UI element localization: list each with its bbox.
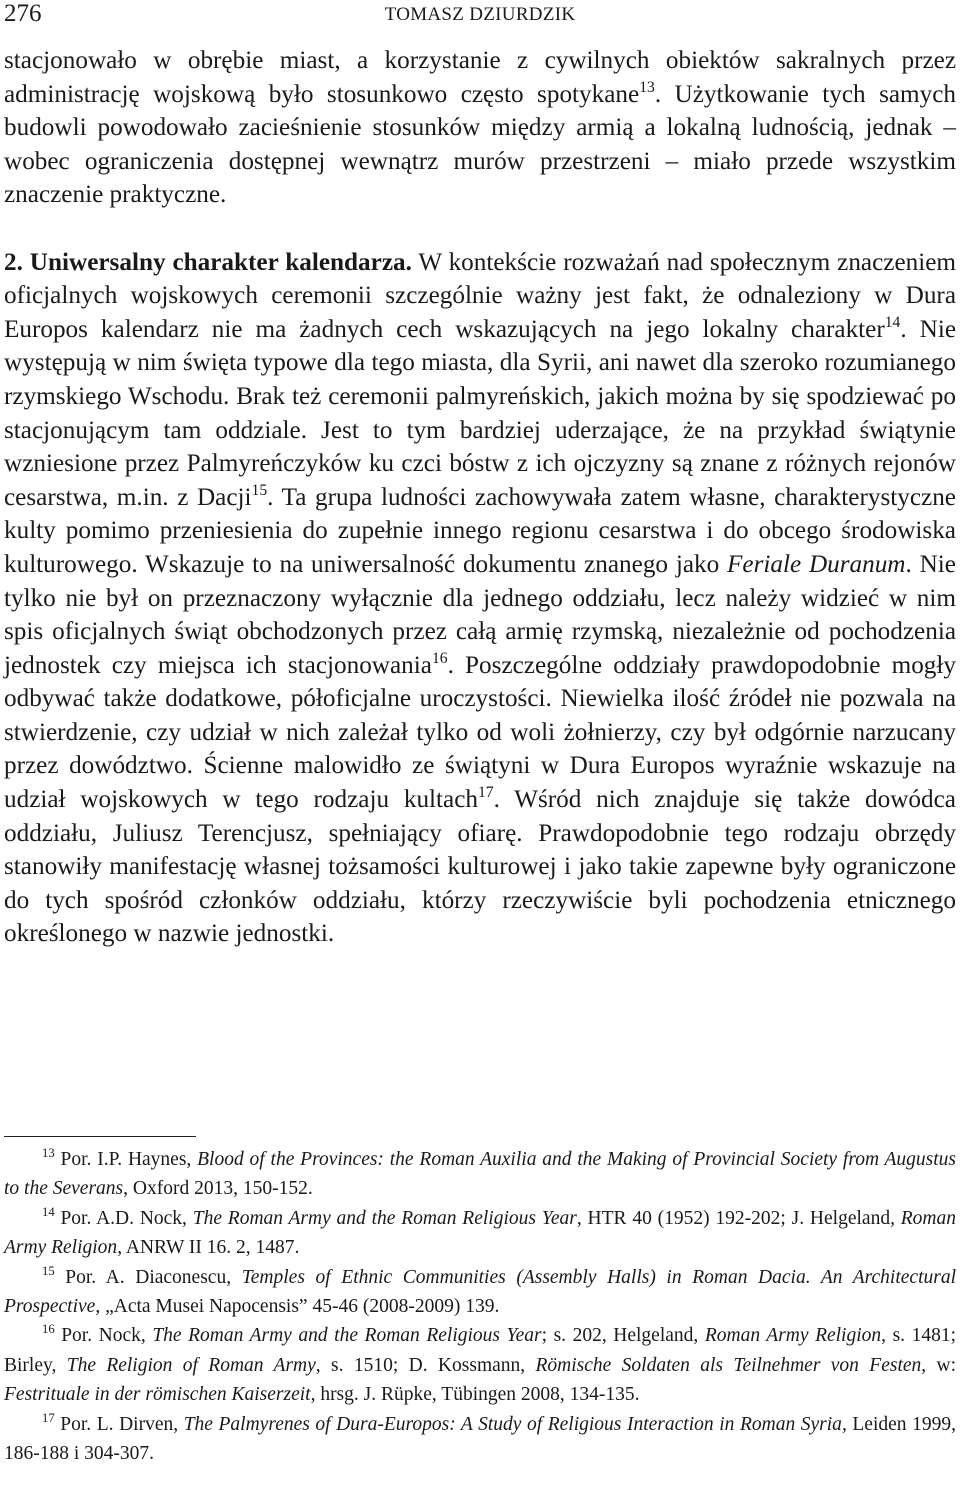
footnote: [4, 1263, 956, 1322]
footnote-ref: 15: [251, 481, 268, 499]
text-run: stacjonowało w obrębie miast, a korzystanie z cywilnych obiektów sakralnych przez administrację wojskową było stosunkowo często spotykane: [4, 47, 956, 108]
italic-title: Feriale Duranum: [727, 550, 906, 578]
italic-title: Temples of Ethnic Communities (Assembly Halls) in Roman Dacia. An Architectural Prospective: [4, 1266, 957, 1318]
section-heading: 2. Uniwersalny charakter kalendarza.: [4, 248, 412, 276]
footnote-number: 16: [42, 1322, 55, 1337]
text-run: . Nie występują w nim święta typowe dla tego miasta, dla Syrii, ani nawet dla szeroko rozumianego rzymskiego Wschodu. Brak też ceremonii palmyreńskich, jakich można by się spodziewać po stacjonującym tam oddziale. Jest to tym bardziej uderzające, że na przykład świątynie wzniesione przez Palmyreńczyków ku czci bóstw z ich ojczyzny są znane z różnych rejonów cesarstwa, m.in. z Dacji: [4, 315, 956, 511]
text-run: ; s. 202, Helgeland,: [541, 1325, 705, 1347]
footnote-ref: 16: [431, 649, 448, 667]
footnote-number: 17: [42, 1410, 55, 1425]
text-run: , s. 1481; Birley,: [4, 1325, 957, 1376]
footnote-separator: [4, 1136, 196, 1137]
text-run: . Ta grupa ludności zachowywała zatem własne, charakterystyczne kulty pomimo przeniesienia do zupełnie innego regionu cesarstwa i do obcego środowiska kulturowego. Wskazuje to na uniwersalność dokumentu znanego jako: [4, 483, 956, 578]
italic-title: Roman Army Religion: [704, 1325, 882, 1347]
italic-title: The Palmyrenes of Dura-Europos: A Study of Religious Interaction in Roman Syria: [183, 1413, 842, 1435]
text-run: Por. Nock,: [54, 1325, 153, 1347]
italic-title: The Roman Army and the Roman Religious Year: [152, 1325, 542, 1347]
footnote-ref: 13: [639, 78, 655, 96]
paragraph: [4, 246, 956, 951]
paragraph: [4, 44, 956, 212]
footnote-number: 15: [42, 1263, 55, 1278]
footnotes: [4, 1145, 956, 1468]
text-run: Por. I.P. Haynes,: [54, 1149, 198, 1170]
text-run: , Oxford 2013, 150-152.: [123, 1178, 313, 1200]
footnote: [4, 1204, 956, 1263]
text-run: W kontekście rozważań nad społecznym znaczeniem oficjalnych wojskowych ceremonii szczególnie ważny jest fakt, że odnaleziony w Dura Europos kalendarz nie ma żadnych cech wskazujących na jego lokalny charakter: [4, 248, 956, 343]
footnote-number: 13: [42, 1145, 55, 1160]
text-run: Por. A. Diaconescu,: [54, 1266, 242, 1288]
italic-title: Festrituale in der römischen Kaiserzeit: [4, 1384, 311, 1406]
text-run: , s. 1510; D. Kossmann,: [315, 1354, 536, 1376]
footnote-ref: 17: [477, 783, 494, 801]
text-run: , „Acta Musei Napocensis” 45-46 (2008-2009) 139.: [95, 1296, 500, 1318]
footnote-number: 14: [42, 1204, 55, 1219]
text-run: . Użytkowanie tych samych budowli powodowało zacieśnienie stosunków między armią a lokalną ludnością, jednak – wobec ograniczenia dostępnej wewnątrz murów przestrzeni – miało przede wszystkim znaczenie praktyczne.: [4, 80, 957, 209]
page-number: 276: [4, 0, 42, 27]
body-text: [4, 44, 956, 951]
footnote: [4, 1321, 956, 1409]
text-run: . Poszczególne oddziały prawdopodobnie mogły odbywać także dodatkowe, półoficjalne uroczystości. Niewielka ilość źródeł nie pozwala na stwierdzenie, czy udział w nich zależał tylko od woli żołnierzy, czy był odgórnie narzucany przez dowództwo. Ścienne malowidło ze świątyni w Dura Europos wyraźnie wskazuje na udział wojskowych w tego rodzaju kultach: [4, 651, 956, 814]
text-run: , hrsg. J. Rüpke, Tübingen 2008, 134-135.: [310, 1384, 640, 1406]
footnote-ref: 14: [884, 313, 901, 331]
text-run: Por. L. Dirven,: [54, 1413, 184, 1435]
italic-title: Römische Soldaten als Teilnehmer von Festen: [535, 1354, 922, 1376]
text-run: , ANRW II 16. 2, 1487.: [117, 1237, 300, 1259]
italic-title: Blood of the Provinces: the Roman Auxilia and the Making of Provincial Society from Augustus to the Severans: [4, 1149, 957, 1200]
italic-title: Roman Army Religion: [4, 1207, 956, 1259]
italic-title: The Roman Army and the Roman Religious Year: [192, 1207, 577, 1229]
page-header: [4, 0, 956, 34]
text-run: Por. A.D. Nock,: [54, 1207, 193, 1229]
text-run: , HTR 40 (1952) 192-202; J. Helgeland,: [576, 1207, 901, 1229]
text-run: . Nie tylko nie był on przeznaczony wyłącznie dla jednego oddziału, lecz należy widzieć w nim spis oficjalnych świąt obchodzonych przez całą armię rzymską, niezależnie od pochodzenia jednostek czy miejsca ich stacjonowania: [4, 550, 956, 679]
italic-title: The Religion of Roman Army: [66, 1354, 316, 1376]
footnote: [4, 1145, 956, 1204]
footnote: [4, 1410, 956, 1469]
text-run: . Wśród nich znajduje się także dowódca oddziału, Juliusz Terencjusz, spełniający ofiarę. Prawdopodobnie tego rodzaju obrzędy stanowiły manifestację własnej tożsamości kulturowej i jako takie zapewne były ograniczone do tych spośród członków oddziału, którzy rzeczywiście byli pochodzenia etnicznego określonego w nazwie jednostki.: [4, 786, 956, 948]
running-head: TOMASZ DZIURDZIK: [384, 4, 576, 25]
text-run: , Leiden 1999, 186-188 i 304-307.: [4, 1413, 956, 1465]
text-run: , w:: [921, 1354, 956, 1376]
